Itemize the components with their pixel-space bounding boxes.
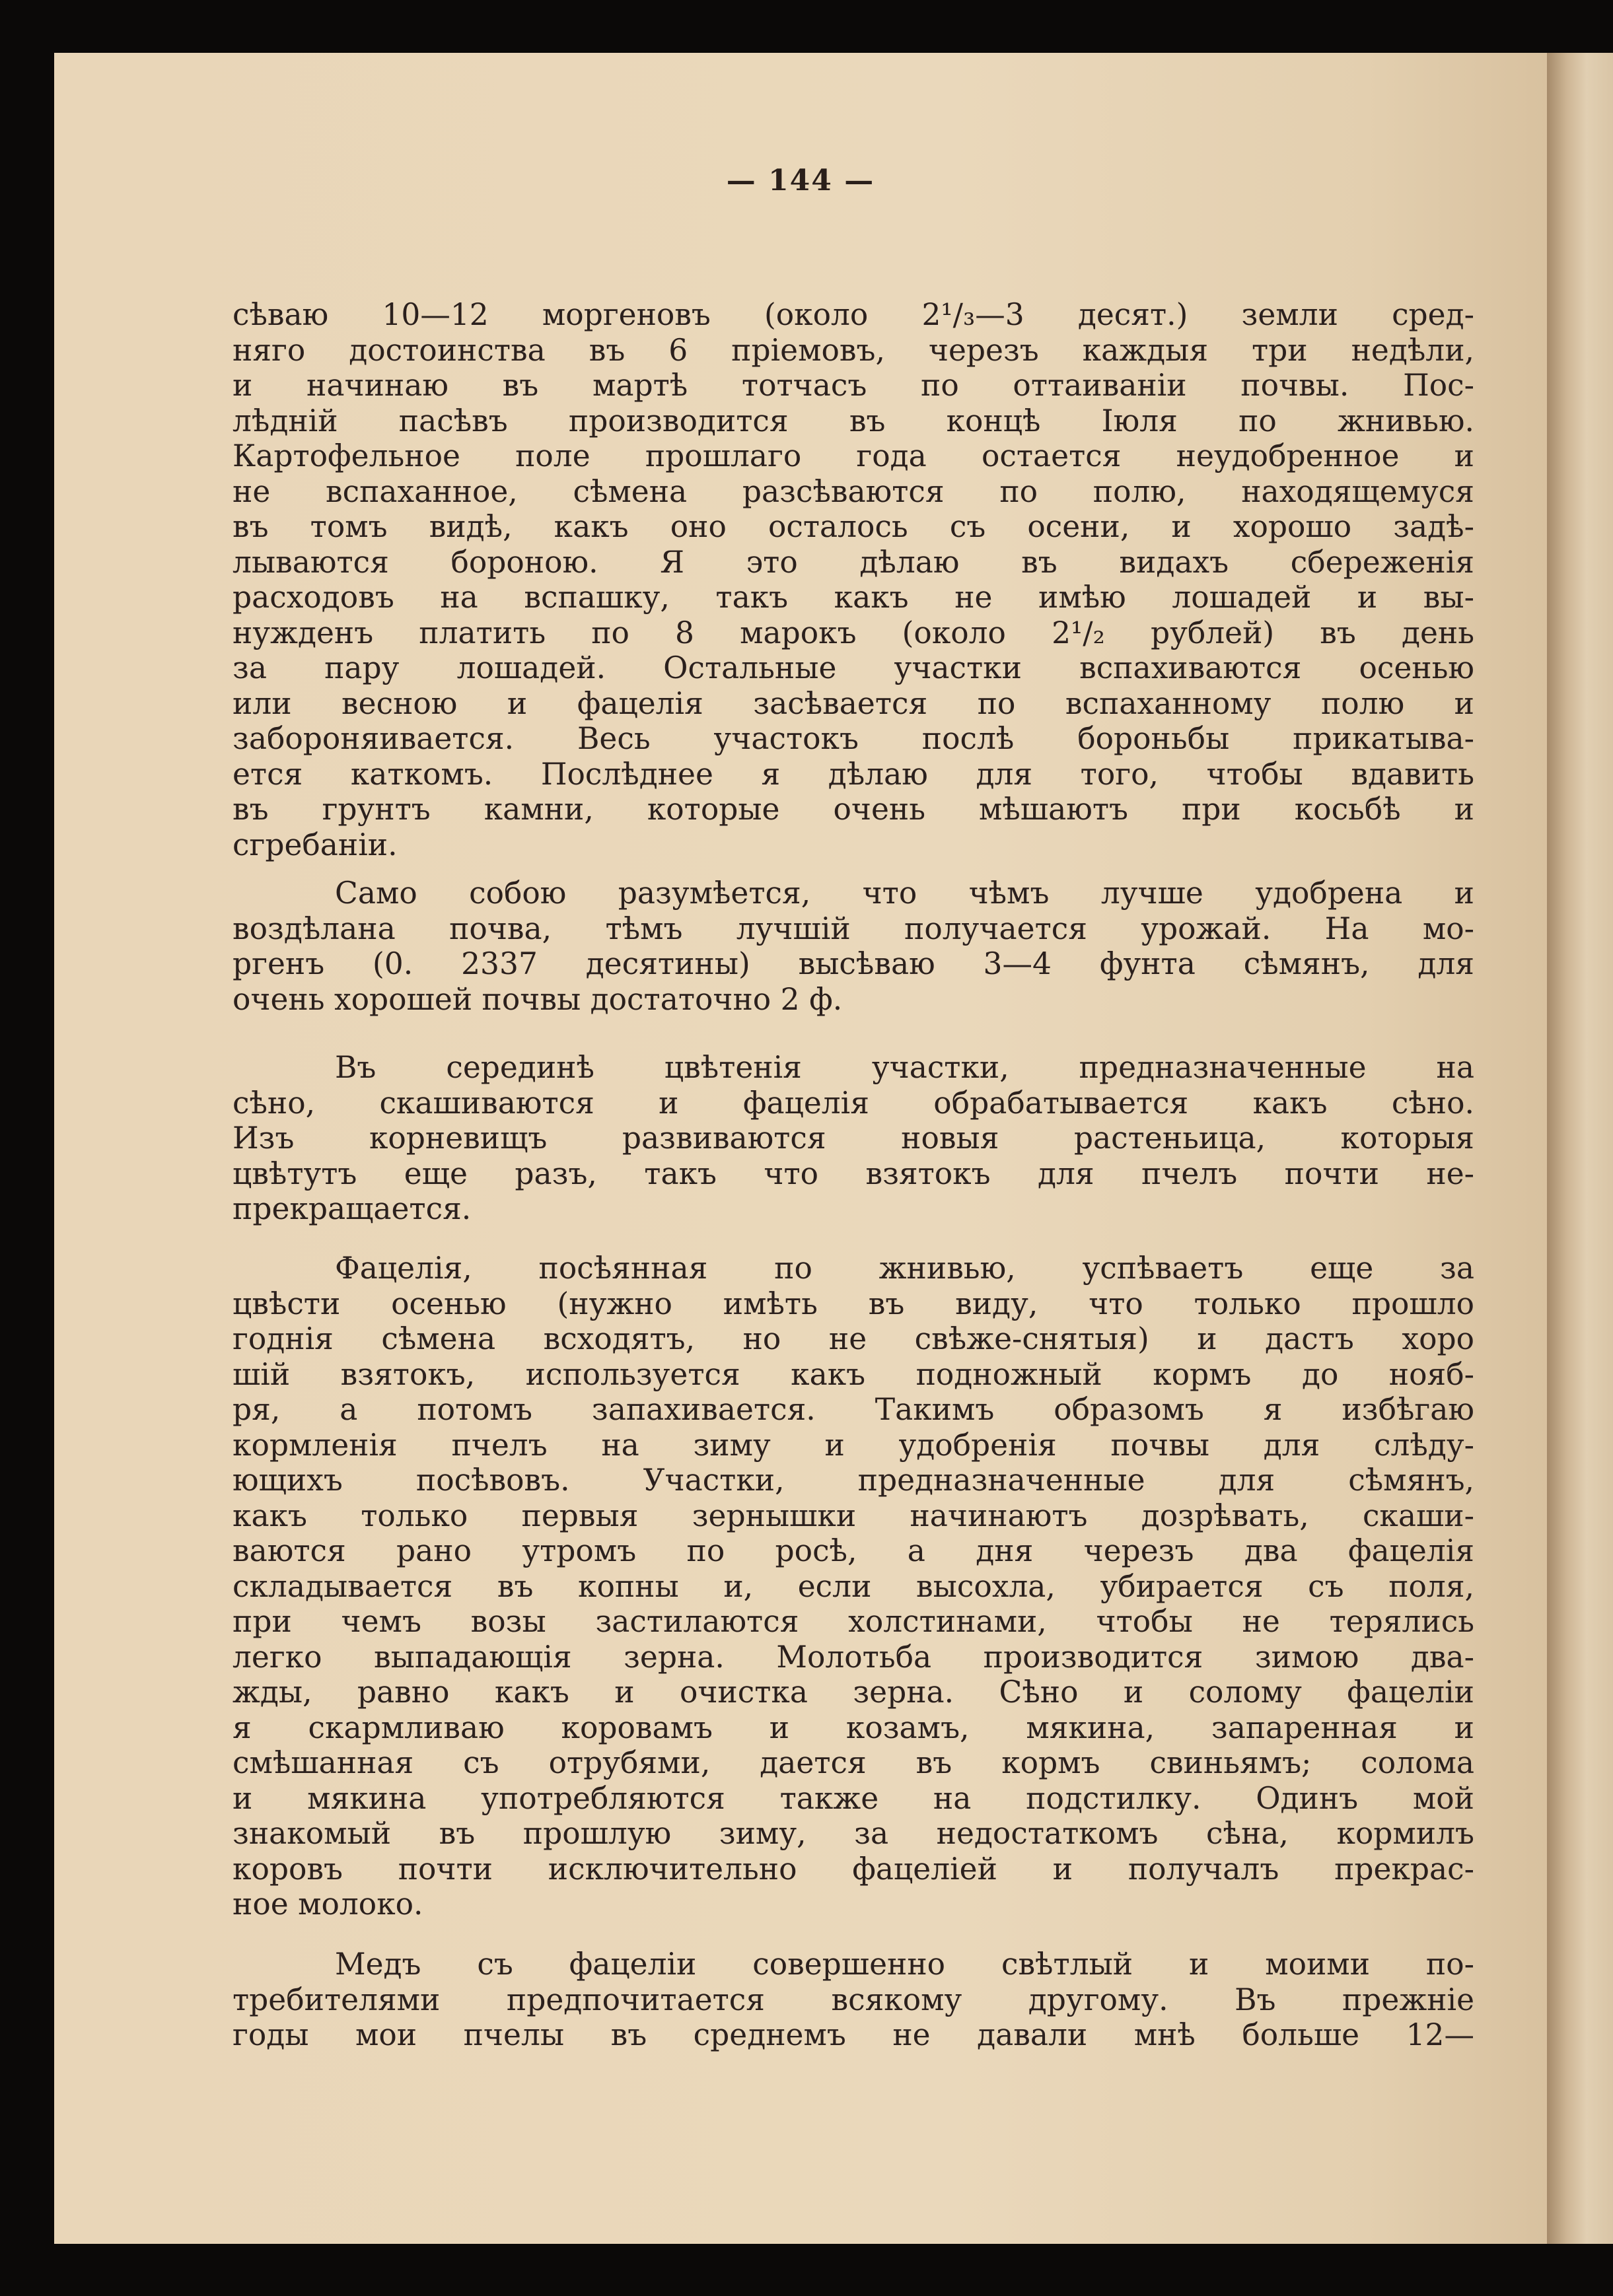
text-line: сѣваю 10—12 моргеновъ (около 2¹/₃—3 десят.) земли сред-: [233, 297, 1474, 332]
text-line: Въ серединѣ цвѣтенія участки, предназначенные на: [335, 1050, 1474, 1085]
text-line: нужденъ платить по 8 марокъ (около 2¹/₂ рублей) въ день: [233, 615, 1474, 650]
text-line: за пару лошадей. Остальные участки вспахиваются осенью: [233, 650, 1474, 685]
text-line: въ грунтъ камни, которые очень мѣшаютъ при косьбѣ и: [233, 792, 1474, 827]
text-line: ря, а потомъ запахивается. Такимъ образомъ я избѣгаю: [233, 1392, 1474, 1427]
paragraph-1: [233, 297, 1474, 862]
text-line: прекращается.: [233, 1191, 472, 1226]
text-line: не вспаханное, сѣмена разсѣваются по полю, находящемуся: [233, 473, 1474, 509]
text-line: въ томъ видѣ, какъ оно осталось съ осени, и хорошо задѣ-: [233, 509, 1474, 544]
text-line: ющихъ посѣвовъ. Участки, предназначенные для сѣмянъ,: [233, 1463, 1474, 1498]
book-page: [54, 53, 1547, 2244]
text-line: лываются бороною. Я это дѣлаю въ видахъ сбереженія: [233, 544, 1474, 580]
paragraph-5: [233, 1947, 1474, 2053]
text-line: я скармливаю коровамъ и козамъ, мякина, запаренная и: [233, 1710, 1474, 1745]
text-line: Картофельное поле прошлаго года остается неудобренное и: [233, 438, 1474, 473]
paragraph-3: [233, 1050, 1474, 1227]
text-line: воздѣлана почва, тѣмъ лучшій получается урожай. На мо-: [233, 911, 1474, 946]
text-line: Фацелія, посѣянная по жнивью, успѣваетъ еще за: [335, 1251, 1474, 1286]
text-line: ргенъ (0. 2337 десятины) высѣваю 3—4 фунта сѣмянъ, для: [233, 946, 1474, 981]
text-line: коровъ почти исключительно фацеліей и получалъ прекрас-: [233, 1851, 1474, 1887]
text-line: и начинаю въ мартѣ тотчасъ по оттаиваніи почвы. Пос-: [233, 368, 1474, 403]
text-line: годы мои пчелы въ среднемъ не давали мнѣ больше 12—: [233, 2017, 1474, 2052]
text-line: требителями предпочитается всякому другому. Въ прежніе: [233, 1982, 1474, 2017]
text-line: смѣшанная съ отрубями, дается въ кормъ свиньямъ; солома: [233, 1745, 1474, 1780]
text-line: Само собою разумѣется, что чѣмъ лучше удобрена и: [335, 876, 1474, 911]
text-line: знакомый въ прошлую зиму, за недостаткомъ сѣна, кормилъ: [233, 1816, 1474, 1851]
text-line: цвѣсти осенью (нужно имѣть въ виду, что только прошло: [233, 1286, 1474, 1321]
text-line: лѣдній пасѣвъ производится въ концѣ Іюля по жнивью.: [233, 403, 1474, 438]
text-line: шій взятокъ, используется какъ подножный кормъ до нояб-: [233, 1356, 1474, 1392]
text-line: сѣно, скашиваются и фацелія обрабатывается какъ сѣно.: [233, 1085, 1474, 1121]
page-number: — 144 —: [726, 164, 875, 197]
paragraph-2: [233, 876, 1474, 1017]
text-line: цвѣтутъ еще разъ, такъ что взятокъ для пчелъ почти не-: [233, 1156, 1474, 1191]
text-line: расходовъ на вспашку, такъ какъ не имѣю лошадей и вы-: [233, 580, 1474, 615]
text-line: ное молоко.: [233, 1887, 423, 1922]
text-line: сгребаніи.: [233, 827, 398, 862]
text-line: забороняивается. Весь участокъ послѣ бороньбы прикатыва-: [233, 721, 1474, 756]
text-line: и мякина употребляются также на подстилку. Одинъ мой: [233, 1780, 1474, 1816]
text-line: очень хорошей почвы достаточно 2 ф.: [233, 981, 843, 1017]
text-line: жды, равно какъ и очистка зерна. Сѣно и солому фацеліи: [233, 1675, 1474, 1710]
text-line: при чемъ возы застилаются холстинами, чтобы не терялись: [233, 1604, 1474, 1639]
text-line: няго достоинства въ 6 пріемовъ, черезъ каждыя три недѣли,: [233, 332, 1474, 368]
next-page-edge: [1547, 53, 1613, 2244]
text-line: легко выпадающія зерна. Молотьба производится зимою два-: [233, 1639, 1474, 1675]
text-line: Медъ съ фацеліи совершенно свѣтлый и моими по-: [335, 1947, 1474, 1982]
text-line: ется каткомъ. Послѣднее я дѣлаю для того, чтобы вдавить: [233, 756, 1474, 792]
paragraph-4: [233, 1251, 1474, 1922]
text-line: какъ только первыя зернышки начинаютъ дозрѣвать, скаши-: [233, 1498, 1474, 1533]
text-line: кормленія пчелъ на зиму и удобренія почвы для слѣду-: [233, 1427, 1474, 1463]
text-line: годнія сѣмена всходятъ, но не свѣже-снятыя) и дастъ хоро: [233, 1321, 1474, 1356]
text-line: складывается въ копны и, если высохла, убирается съ поля,: [233, 1568, 1474, 1604]
text-line: Изъ корневищъ развиваются новыя растеньица, которыя: [233, 1121, 1474, 1156]
text-line: или весною и фацелія засѣвается по вспаханному полю и: [233, 685, 1474, 721]
text-line: ваются рано утромъ по росѣ, а дня черезъ два фацелія: [233, 1533, 1474, 1568]
